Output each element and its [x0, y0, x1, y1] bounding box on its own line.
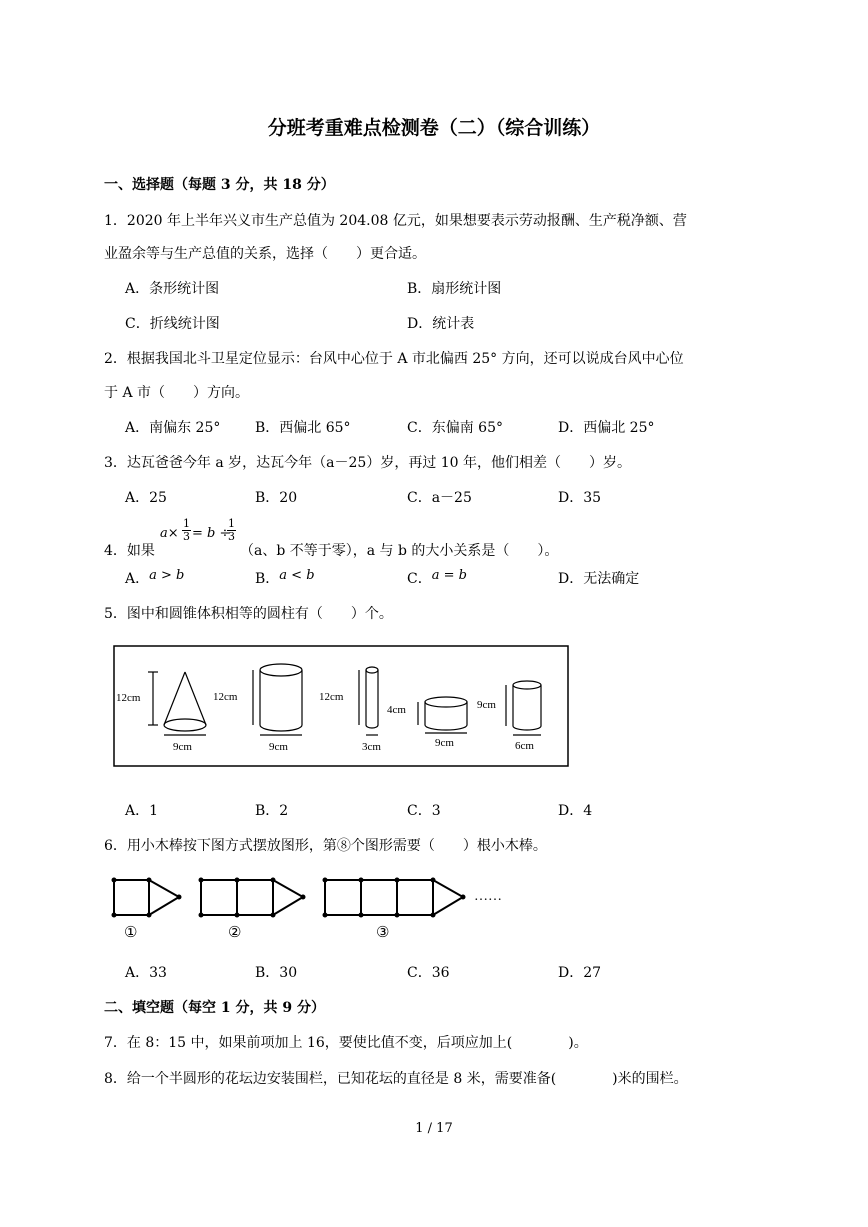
cylinder-4-height-label: 9cm [477, 699, 496, 711]
question-7-line1: 7．在 8：15 中，如果前项加上 16，要使比值不变，后项应加上( )。 [104, 1035, 588, 1051]
q4-option-b[interactable] [255, 568, 315, 588]
q4-option-c-math: a = b [431, 568, 467, 583]
cylinder-4 [506, 681, 541, 735]
q5-option-a[interactable]: A．1 [125, 803, 159, 819]
q5-option-c[interactable]: C．3 [407, 803, 441, 819]
sticks-pattern-2 [201, 880, 303, 915]
sticks-label-2: ② [228, 925, 242, 941]
q1-option-a[interactable]: A．条形统计图 [125, 281, 220, 297]
cylinder-3-height-label: 4cm [387, 704, 406, 716]
q1-option-b[interactable]: B．扇形统计图 [407, 281, 502, 297]
q2-option-c[interactable]: C．东偏南 65° [407, 420, 503, 436]
q1-option-d[interactable]: D．统计表 [407, 316, 475, 332]
cylinder-3-diameter-label: 9cm [435, 737, 454, 749]
q4-option-a[interactable] [125, 568, 184, 588]
cylinder-4-diameter-label: 6cm [515, 740, 534, 752]
sticks-pattern-2-dots [199, 878, 306, 918]
cone-height-label: 12cm [116, 692, 141, 704]
cylinder-2-height-label: 12cm [319, 691, 344, 703]
page-title: 分班考重难点检测卷（二）（综合训练） [267, 117, 601, 139]
sticks-label-1: ① [124, 925, 138, 941]
q6-option-c[interactable]: C．36 [407, 965, 450, 981]
q6-option-b[interactable]: B．30 [255, 965, 298, 981]
question-6-line1: 6．用小木棒按下图方式摆放图形，第⑧个图形需要（ ）根小木棒。 [104, 838, 547, 854]
sticks-pattern-1-dots [112, 878, 182, 918]
sticks-ellipsis: …… [474, 889, 502, 904]
q4-equation-mid: = b ÷ [192, 526, 231, 541]
q4-frac1-denominator: 3 [183, 530, 190, 543]
q3-option-b[interactable]: B．20 [255, 490, 298, 506]
q2-option-b[interactable]: B．西偏北 65° [255, 420, 351, 436]
cylinder-1 [253, 664, 302, 735]
sticks-label-3: ③ [376, 925, 390, 941]
q4-option-b-math: a < b [279, 568, 315, 583]
page-number: 1 / 17 [415, 1121, 453, 1136]
q4-frac2-denominator: 3 [228, 530, 235, 543]
q5-option-d[interactable]: D．4 [558, 803, 593, 819]
sticks-pattern-3-dots [323, 878, 466, 918]
cylinder-1-height-label: 12cm [213, 691, 238, 703]
q4-option-b-label: B． [255, 571, 280, 587]
sticks-pattern-3 [325, 880, 463, 915]
section-heading-choice: 一、选择题（每题 3 分，共 18 分） [104, 177, 335, 193]
question-1-line2: 业盈余等与生产总值的关系，选择（ ）更合适。 [104, 246, 426, 262]
question-3-line1: 3．达瓦爸爸今年 a 岁，达瓦今年（a－25）岁，再过 10 年，他们相差（ ）岁。 [104, 455, 632, 471]
q4-equation-left: a× [160, 526, 179, 541]
cylinder-2-diameter-label: 3cm [362, 741, 381, 753]
q6-option-a[interactable]: A．33 [125, 965, 167, 981]
cylinder-2 [359, 667, 378, 735]
cylinder-1-diameter-label: 9cm [269, 741, 288, 753]
q6-sticks-figure [104, 870, 524, 945]
q6-option-d[interactable]: D．27 [558, 965, 602, 981]
q3-option-d[interactable]: D．35 [558, 490, 602, 506]
q4-option-a-math: a > b [149, 568, 185, 583]
sticks-pattern-1 [114, 880, 179, 915]
q1-option-c[interactable]: C．折线统计图 [125, 316, 220, 332]
q2-option-a[interactable]: A．南偏东 25° [125, 420, 221, 436]
q4-option-a-label: A． [125, 571, 150, 587]
question-2-line2: 于 A 市（ ）方向。 [104, 385, 250, 401]
cone-diameter-label: 9cm [173, 741, 192, 753]
q4-option-d[interactable]: D．无法确定 [558, 571, 640, 587]
q5-option-b[interactable]: B．2 [255, 803, 289, 819]
q2-option-d[interactable]: D．西偏北 25° [558, 420, 655, 436]
q5-solids-figure [113, 645, 569, 767]
q4-option-c-label: C． [407, 571, 432, 587]
question-1-line1: 1．2020 年上半年兴义市生产总值为 204.08 亿元，如果想要表示劳动报酬、生产税净额、营 [104, 213, 687, 229]
question-5-line1: 5．图中和圆锥体积相等的圆柱有（ ）个。 [104, 606, 393, 622]
question-4-suffix: （a、b 不等于零），a 与 b 的大小关系是（ ）。 [240, 543, 559, 559]
cone [148, 672, 206, 735]
q4-fraction-2 [227, 518, 236, 543]
question-2-line1: 2．根据我国北斗卫星定位显示：台风中心位于 A 市北偏西 25° 方向，还可以说成台风中心位 [104, 351, 684, 367]
cylinder-3 [418, 697, 467, 733]
q3-option-c[interactable]: C．a－25 [407, 490, 472, 506]
section-heading-fill: 二、填空题（每空 1 分，共 9 分） [104, 1000, 325, 1016]
q4-frac2-numerator: 1 [228, 517, 235, 530]
question-8-line1: 8．给一个半圆形的花坛边安装围栏，已知花坛的直径是 8 米，需要准备( )米的围栏。 [104, 1071, 688, 1087]
question-4-prefix: 4．如果 [104, 543, 155, 559]
q3-option-a[interactable]: A．25 [125, 490, 167, 506]
q4-frac1-numerator: 1 [183, 517, 190, 530]
q4-fraction-1 [182, 518, 191, 543]
q4-option-c[interactable] [407, 568, 467, 588]
